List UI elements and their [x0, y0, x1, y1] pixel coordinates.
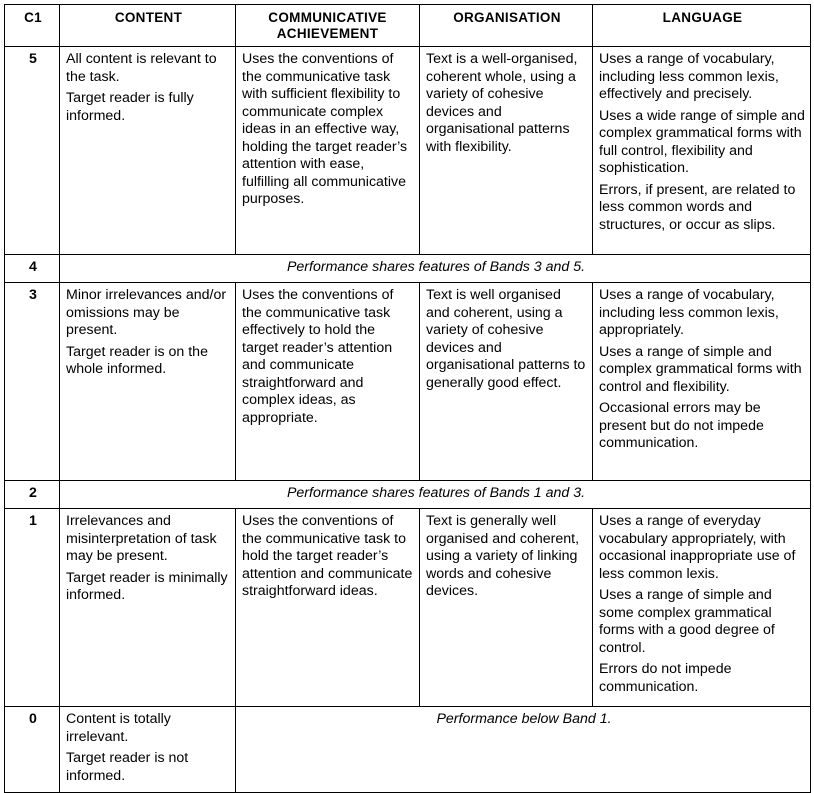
language-text: Uses a range of everyday vocabulary appropriately, with occasional inappropriate use of less common lexis. [599, 513, 796, 582]
language-text: Occasional errors may be present but do not impede communication. [599, 400, 764, 451]
content-text: Minor irrelevances and/or omissions may be present. [66, 287, 227, 338]
shared-features-text: Performance shares features of Bands 1 and 3. [60, 481, 811, 509]
band-number: 2 [5, 481, 60, 509]
header-row [5, 5, 811, 47]
band-number: 1 [5, 509, 60, 707]
band-row-5 [5, 47, 811, 255]
band-row-1 [5, 509, 811, 707]
communicative-text: Uses the conventions of the communicative task to hold the target reader’s attention and communicate straightforward ideas. [242, 513, 413, 599]
band-header: C1 [5, 5, 60, 47]
language-header: LANGUAGE [593, 5, 811, 47]
shared-features-text: Performance shares features of Bands 3 and 5. [60, 255, 811, 283]
organisation-text: Text is generally well organised and coherent, using a variety of linking words and cohesive devices. [426, 513, 580, 599]
band-number: 5 [5, 47, 60, 255]
communicative-text: Uses the conventions of the communicative task effectively to hold the target reader’s attention and communicate straightforward and complex ideas, as appropriate. [242, 287, 394, 426]
communicative-cell [236, 509, 420, 707]
communicative-cell [236, 47, 420, 255]
communicative-cell [236, 283, 420, 481]
language-text: Uses a range of simple and some complex grammatical forms with a good degree of control. [599, 587, 775, 656]
band-row-2 [5, 481, 811, 509]
organisation-text: Text is a well-organised, coherent whole, using a variety of cohesive devices and organisational patterns with flexibility. [426, 51, 578, 155]
language-text: Uses a range of vocabulary, including less common lexis, appropriately. [599, 287, 779, 338]
content-cell [60, 47, 236, 255]
content-text: Irrelevances and misinterpretation of task may be present. [66, 513, 217, 564]
content-text: Target reader is on the whole informed. [66, 343, 208, 377]
content-cell [60, 283, 236, 481]
organisation-cell [420, 283, 593, 481]
band-number: 0 [5, 707, 60, 793]
organisation-header: ORGANISATION [420, 5, 593, 47]
organisation-text: Text is well organised and coherent, using a variety of cohesive devices and organisational patterns to generally good effect. [426, 287, 586, 391]
language-text: Errors do not impede communication. [599, 661, 732, 695]
language-text: Uses a range of vocabulary, including less common lexis, effectively and precisely. [599, 51, 779, 102]
content-text: Content is totally irrelevant. [66, 711, 171, 745]
band-number: 4 [5, 255, 60, 283]
language-text: Uses a wide range of simple and complex grammatical forms with full control, flexibility and sophistication. [599, 107, 805, 176]
content-cell [60, 509, 236, 707]
language-text: Errors, if present, are related to less common words and structures, or occur as slips. [599, 181, 796, 233]
organisation-cell [420, 47, 593, 255]
content-header: CONTENT [60, 5, 236, 47]
assessment-rubric-table [4, 4, 811, 793]
communicative-text: Uses the conventions of the communicative task with sufficient flexibility to communicate complex ideas in an effective way, holding the target reader’s attention with ease, fulfilling all communicative purposes. [242, 51, 408, 207]
language-cell [593, 47, 811, 255]
language-text: Uses a range of simple and complex grammatical forms with control and flexibility. [599, 343, 802, 395]
content-cell [60, 707, 236, 793]
communicative-achievement-header: COMMUNICATIVE ACHIEVEMENT [236, 5, 420, 47]
band-number: 3 [5, 283, 60, 481]
shared-features-text: Performance below Band 1. [236, 707, 811, 793]
band-row-0 [5, 707, 811, 793]
content-text: Target reader is fully informed. [66, 90, 194, 124]
organisation-cell [420, 509, 593, 707]
content-text: Target reader is minimally informed. [66, 569, 228, 603]
content-text: Target reader is not informed. [66, 750, 189, 784]
language-cell [593, 509, 811, 707]
language-cell [593, 283, 811, 481]
band-row-3 [5, 283, 811, 481]
band-row-4 [5, 255, 811, 283]
content-text: All content is relevant to the task. [66, 51, 217, 85]
